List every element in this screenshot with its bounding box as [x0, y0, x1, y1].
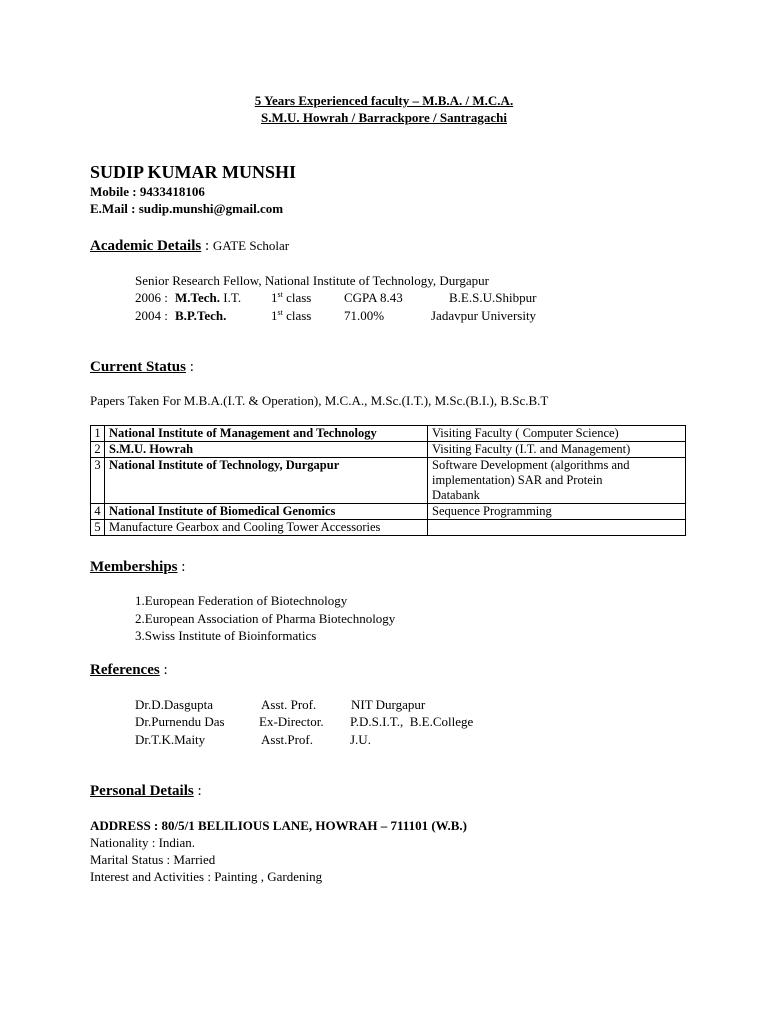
degree-name: B.P.Tech. [175, 308, 227, 323]
degree-year: 2006 : [135, 290, 168, 305]
table-row [91, 504, 686, 520]
personal-heading [90, 782, 202, 800]
row-role-line: Databank [432, 488, 480, 502]
membership-item: 3.Swiss Institute of Bioinformatics [135, 628, 317, 643]
degree-class-num: 1 [271, 308, 278, 323]
row-role: Visiting Faculty ( Computer Science) [428, 426, 686, 442]
degree-institute: B.E.S.U.Shibpur [449, 290, 537, 305]
degree-class-sup: st [277, 290, 283, 299]
degree-row [135, 290, 241, 306]
degree-class [271, 290, 311, 306]
reference-org: NIT Durgapur [351, 697, 426, 712]
degree-branch: I.T. [223, 290, 242, 305]
personal-sep: : [193, 783, 202, 799]
membership-item: 2.European Association of Pharma Biotechnology [135, 611, 396, 626]
reference-name: Dr.Purnendu Das [135, 714, 225, 729]
row-role-line: Software Development (algorithms and [432, 458, 630, 472]
email-line: E.Mail : sudip.munshi@gmail.com [90, 201, 284, 216]
row-organization: Manufacture Gearbox and Cooling Tower Accessories [105, 520, 428, 536]
address-line: ADDRESS : 80/5/1 BELILIOUS LANE, HOWRAH – 711101 (W.B.) [90, 818, 467, 833]
reference-title: Asst.Prof. [261, 732, 314, 747]
degree-class-word: class [286, 290, 312, 305]
interests-line: Interest and Activities : Painting , Gardening [90, 869, 323, 884]
degree-score: CGPA 8.43 [344, 290, 403, 305]
references-label: References [90, 662, 160, 678]
degree-row [135, 308, 226, 324]
table-row [91, 458, 686, 504]
row-number: 1 [91, 426, 105, 442]
reference-org: P.D.S.I.T., B.E.College [350, 714, 474, 729]
personal-label: Personal Details [90, 783, 194, 799]
row-role: Visiting Faculty (I.T. and Management) [428, 442, 686, 458]
row-organization: National Institute of Biomedical Genomics [105, 504, 428, 520]
degree-name: M.Tech. [175, 290, 221, 305]
row-role [428, 458, 686, 504]
row-role-line: implementation) SAR and Protein [432, 473, 603, 487]
reference-org: J.U. [350, 732, 371, 747]
row-role: Sequence Programming [428, 504, 686, 520]
degree-class-num: 1 [271, 290, 278, 305]
degree-class-sup: st [277, 308, 283, 317]
degree-year: 2004 : [135, 308, 168, 323]
nationality-line: Nationality : Indian. [90, 835, 196, 850]
row-organization: National Institute of Technology, Durgapur [105, 458, 428, 504]
reference-title: Asst. Prof. [261, 697, 317, 712]
reference-name: Dr.T.K.Maity [135, 732, 206, 747]
table-row [91, 520, 686, 536]
references-heading [90, 661, 168, 679]
marital-status-line: Marital Status : Married [90, 852, 216, 867]
membership-item: 1.European Federation of Biotechnology [135, 593, 348, 608]
degree-institute: Jadavpur University [431, 308, 537, 323]
table-row [91, 426, 686, 442]
candidate-name: SUDIP KUMAR MUNSHI [90, 162, 297, 182]
memberships-heading [90, 558, 185, 576]
row-number: 3 [91, 458, 105, 504]
current-status-label: Current Status [90, 359, 186, 375]
current-status-sep: : [185, 359, 194, 375]
reference-name: Dr.D.Dasgupta [135, 697, 213, 712]
status-table [90, 425, 686, 536]
current-status-heading [90, 358, 194, 376]
degree-class-word: class [286, 308, 312, 323]
academic-heading-sep: : [201, 238, 213, 254]
row-role [428, 520, 686, 536]
references-sep: : [159, 662, 168, 678]
row-number: 4 [91, 504, 105, 520]
degree-score: 71.00% [344, 308, 385, 323]
table-row [91, 442, 686, 458]
memberships-label: Memberships [90, 559, 178, 575]
row-number: 2 [91, 442, 105, 458]
row-organization: S.M.U. Howrah [105, 442, 428, 458]
header-line-2: S.M.U. Howrah / Barrackpore / Santragachi [260, 110, 508, 125]
memberships-sep: : [177, 559, 186, 575]
academic-heading [90, 237, 289, 255]
row-number: 5 [91, 520, 105, 536]
academic-heading-label: Academic Details [90, 238, 202, 254]
header-line-1: 5 Years Experienced faculty – M.B.A. / M.C.A. [254, 93, 514, 108]
reference-title: Ex-Director. [259, 714, 324, 729]
degree-class [271, 308, 311, 324]
papers-line: Papers Taken For M.B.A.(I.T. & Operation), M.C.A., M.Sc.(I.T.), M.Sc.(B.I.), B.Sc.B.T [90, 393, 549, 408]
academic-note: GATE Scholar [212, 238, 290, 253]
row-organization: National Institute of Management and Technology [105, 426, 428, 442]
mobile-line: Mobile : 9433418106 [90, 184, 205, 199]
fellowship-line: Senior Research Fellow, National Institute of Technology, Durgapur [135, 273, 489, 288]
